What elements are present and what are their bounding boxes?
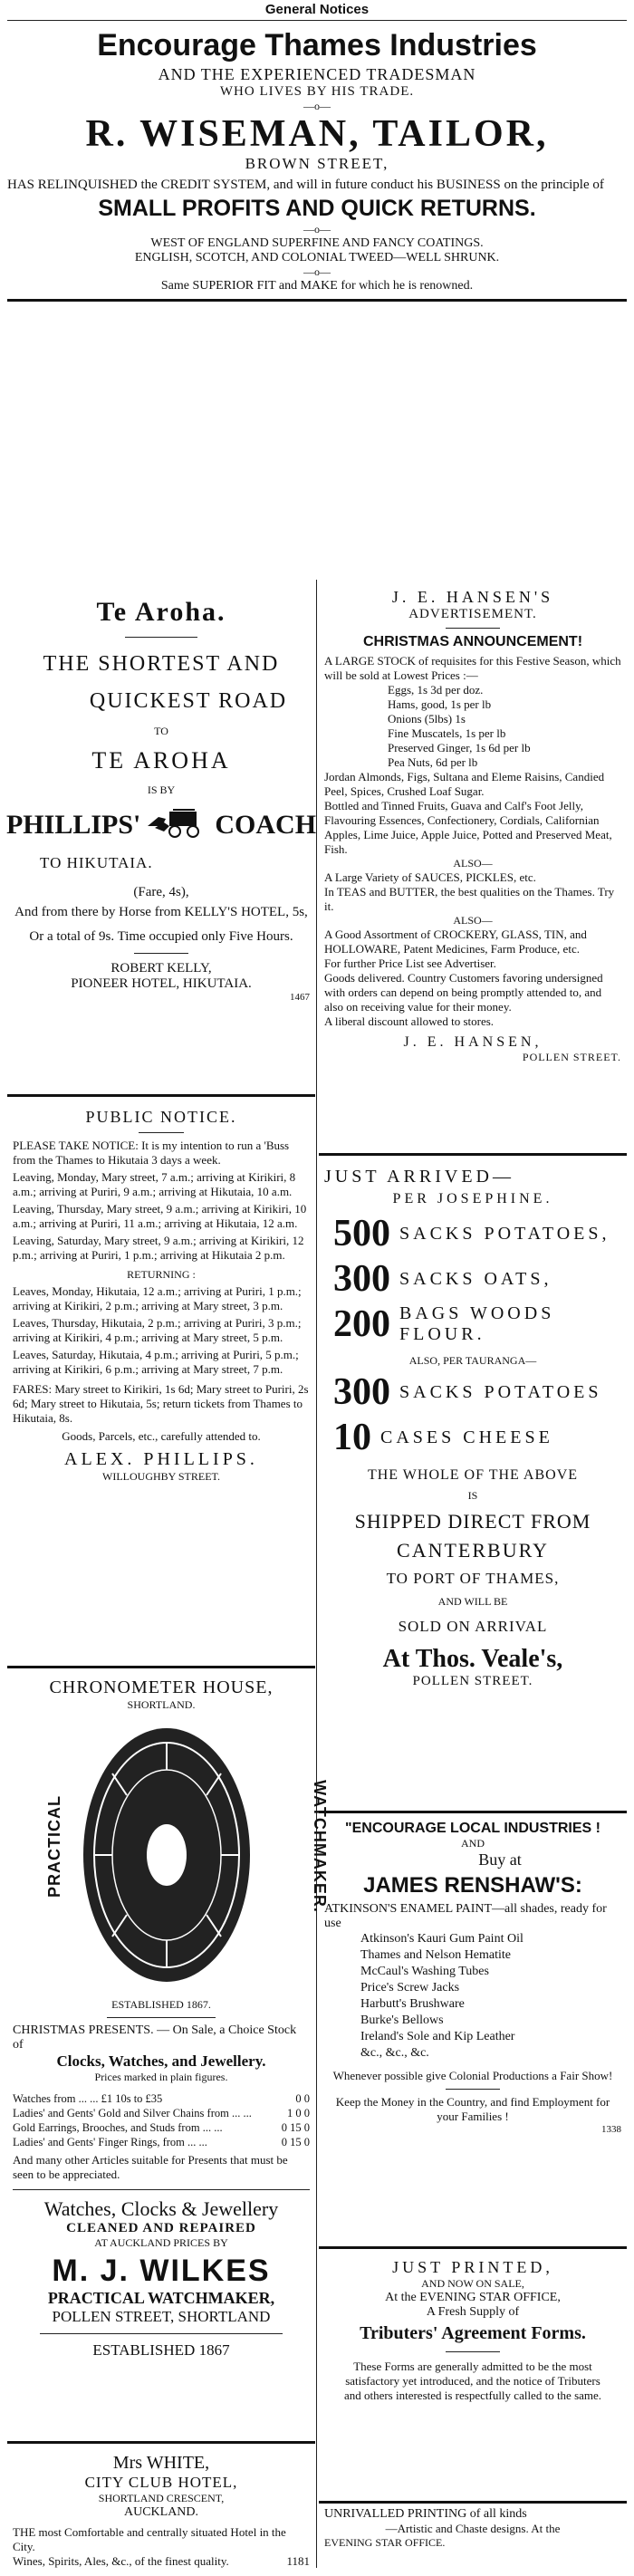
hansen-intro: A LARGE STOCK of requisites for this Festive Season, which will be sold at Lowest Prices :— — [324, 654, 621, 682]
veale-cargo-list — [324, 1213, 621, 1345]
chrono-auckland: AT AUCKLAND PRICES BY — [94, 2236, 228, 2249]
notice-return-2: Leaves, Thursday, Hikutaia, 2 p.m.; arriving at Puriri, 3 p.m.; arriving at Kirikiri, 4 p.m.; arriving at Mary street, 5 p.m. — [13, 1316, 302, 1344]
hansen-sauces: A Large Variety of SAUCES, PICKLES, etc. — [324, 870, 536, 884]
price-item-name: Ladies' and Gents' Gold and Silver Chains from ... ... — [13, 2107, 252, 2119]
hansen-ad — [319, 584, 627, 1153]
wiseman-sub1: AND THE EXPERIENCED TRADESMAN — [158, 65, 476, 83]
unrivalled-line1: UNRIVALLED PRINTING of all kinds — [324, 2507, 527, 2521]
cargo-description: SACKS POTATOES — [399, 1381, 602, 1402]
notice-signer: ALEX. PHILLIPS. — [64, 1449, 258, 1469]
hansen-crockery: A Good Assortment of CROCKERY, GLASS, TIN, and HOLLOWARE, Patent Medicines, Farm Produce, etc. — [324, 928, 587, 956]
list-item: McCaul's Washing Tubes — [360, 1965, 489, 1978]
wiseman-slogan: SMALL PROFITS AND QUICK RETURNS. — [98, 196, 536, 221]
section-header — [0, 2, 634, 21]
white-hotel: CITY CLUB HOTEL, — [84, 2474, 238, 2491]
notice-intro: PLEASE TAKE NOTICE: It is my intention to run a 'Buss from the Thames to Hikutaia 3 days a week. — [13, 1139, 290, 1167]
notice-leaving-2: Leaving, Thursday, Mary street, 9 a.m.; arriving at Kirikiri, 10 a.m.; arriving at Puriri, 11 a.m.; arriving at Hikutaia, 12 a.m. — [13, 1202, 307, 1230]
chrono-more: And many other Articles suitable for Presents that must be seen to be appreciated. — [13, 2153, 288, 2181]
aroha-fare: (Fare, 4s), — [133, 885, 189, 899]
notice-title: PUBLIC NOTICE. — [85, 1108, 237, 1126]
left-column — [5, 584, 329, 2572]
price-item-value: 1 0 0 — [287, 2107, 310, 2119]
phillips-label: PHILLIPS' — [5, 809, 141, 840]
coach-label: COACH — [215, 809, 317, 840]
cargo-quantity: 300 — [333, 1371, 390, 1413]
renshaw-code: 1338 — [601, 2124, 621, 2135]
veale-port: TO PORT OF THAMES, — [386, 1570, 560, 1587]
list-item — [333, 1213, 621, 1254]
renshaw-buy: Buy at — [478, 1850, 522, 1869]
list-item: Onions (5lbs) 1s — [388, 712, 466, 726]
renshaw-name: JAMES RENSHAW'S: — [363, 1873, 582, 1898]
veale-street: POLLEN STREET. — [412, 1674, 533, 1688]
hansen-price-list — [324, 683, 621, 770]
ornament: —o— — [303, 100, 331, 112]
aroha-l2: QUICKEST ROAD — [89, 689, 288, 713]
list-item: &c., &c., &c. — [360, 2046, 429, 2060]
chrono-est: ESTABLISHED 1867. — [111, 1998, 211, 2011]
aroha-title: Te Aroha. — [96, 597, 226, 627]
printed-body: These Forms are generally admitted to be the most satisfactory yet introduced, and the notice of Tributers and others interested is respectfully called to the same. — [343, 2360, 602, 2402]
notice-return-1: Leaves, Monday, Hikutaia, 12 a.m.; arriving at Puriri, 1 p.m.; arriving at Kirikiri, 2 p.m.; arriving at Mary street, 3 p.m. — [13, 1284, 302, 1312]
renshaw-keep: Keep the Money in the Country, and find Employment for your Families ! — [335, 2095, 610, 2123]
hansen-discount: A liberal discount allowed to stores. — [324, 1014, 495, 1028]
clock-face-icon — [76, 1719, 257, 1991]
wiseman-line2: ENGLISH, SCOTCH, AND COLONIAL TWEED—WELL SHRUNK. — [134, 251, 500, 264]
price-item-value: 0 0 — [295, 2092, 310, 2105]
clock-row — [13, 1719, 329, 1991]
printed-office: At the EVENING STAR OFFICE, — [385, 2291, 561, 2304]
wiseman-sub2: WHO LIVES BY HIS TRADE. — [219, 84, 415, 99]
white-addr2: AUCKLAND. — [123, 2505, 199, 2519]
white-addr1: SHORTLAND CRESCENT, — [98, 2492, 225, 2504]
hansen-bottled: Bottled and Tinned Fruits, Guava and Calf's Foot Jelly, Flavouring Essences, Confectionery, Cordials, Californian Apples, Lime Juice, Apple Juice, Potted and Preserved Meat, Fish. — [324, 799, 612, 856]
aroha-total: Or a total of 9s. Time occupied only Five Hours. — [29, 929, 293, 944]
veale-per: PER JOSEPHINE. — [392, 1191, 553, 1206]
veale-at: At Thos. Veale's, — [382, 1645, 563, 1673]
list-item — [13, 2135, 310, 2149]
cargo-description: SACKS OATS, — [399, 1268, 552, 1289]
ornament: —o— — [303, 265, 331, 278]
section-title: General Notices — [264, 2, 370, 17]
unrivalled-line3: EVENING STAR OFFICE. — [324, 2536, 446, 2549]
price-item-name: Gold Earrings, Brooches, and Studs from ... ... — [13, 2121, 223, 2134]
hansen-pricelist: For further Price List see Advertiser. — [324, 956, 496, 970]
list-item: Hams, good, 1s per lb — [388, 697, 492, 711]
notice-leaving-3: Leaving, Saturday, Mary street, 9 a.m.; arriving at Kirikiri, 12 p.m.; arriving at Puriri, 1 p.m.; arriving at Hikutaia 2 p.m. — [13, 1234, 304, 1262]
renshaw-whenever: Whenever possible give Colonial Productions a Fair Show! — [332, 2069, 613, 2082]
ornament: —o— — [303, 223, 331, 235]
veale-canterbury: CANTERBURY — [397, 1539, 549, 1562]
chrono-stock: Clocks, Watches, and Jewellery. — [56, 2052, 266, 2070]
renshaw-head: "ENCOURAGE LOCAL INDUSTRIES ! — [345, 1821, 600, 1836]
list-item: Burke's Bellows — [360, 2014, 444, 2027]
printed-supply: A Fresh Supply of — [426, 2305, 520, 2319]
veale-also: ALSO, PER TAURANGA— — [408, 1354, 537, 1367]
list-item — [13, 2120, 310, 2135]
hansen-also-2: ALSO— — [453, 914, 493, 927]
column-divider — [316, 580, 317, 2568]
price-item-name: Watches from ... ... £1 10s to £35 — [13, 2092, 163, 2105]
chrono-side-left: PRACTICAL — [45, 1795, 63, 1898]
wilkes-name: M. J. WILKES — [52, 2254, 271, 2288]
veale-andwill: AND WILL BE — [437, 1595, 508, 1608]
list-item: Fine Muscatels, 1s per lb — [388, 726, 506, 740]
aroha-ad — [7, 584, 315, 1094]
list-item — [333, 1417, 621, 1458]
renshaw-ad — [319, 1813, 627, 2246]
wiseman-line3: Same SUPERIOR FIT and MAKE for which he is renowned. — [160, 279, 474, 293]
white-body: THE most Comfortable and centrally situated Hotel in the City. — [13, 2525, 286, 2553]
veale-ad — [319, 1156, 627, 1811]
renshaw-and: AND — [461, 1837, 485, 1850]
cargo-quantity: 300 — [333, 1258, 390, 1300]
list-item: Atkinson's Kauri Gum Paint Oil — [360, 1932, 524, 1946]
unrivalled-line2: —Artistic and Chaste designs. At the — [385, 2522, 561, 2535]
price-item-value: 0 15 0 — [281, 2136, 310, 2148]
chrono-title: CHRONOMETER HOUSE, — [49, 1677, 274, 1697]
aroha-horse: And from there by Horse from KELLY'S HOTEL, 5s, — [14, 905, 308, 919]
price-item-name: Ladies' and Gents' Finger Rings, from ... ... — [13, 2136, 207, 2148]
coach-icon — [146, 806, 209, 843]
aroha-code: 1467 — [290, 992, 310, 1003]
chrono-repair: CLEANED AND REPAIRED — [66, 2221, 256, 2235]
wilkes-street: POLLEN STREET, SHORTLAND — [52, 2308, 271, 2325]
list-item: Eggs, 1s 3d per doz. — [388, 683, 484, 697]
aroha-hikutaia: TO HIKUTAIA. — [40, 854, 153, 871]
white-ad — [7, 2444, 315, 2572]
notice-return-3: Leaves, Saturday, Hikutaia, 4 p.m.; arriving at Puriri, 5 p.m.; arriving at Kirikiri, 6 p.m.; arriving at Mary street, 7 p.m. — [13, 1348, 299, 1376]
printed-title: JUST PRINTED, — [392, 2258, 553, 2276]
notice-street: WILLOUGHBY STREET. — [102, 1470, 220, 1483]
notice-goods: Goods, Parcels, etc., carefully attended to. — [62, 1429, 261, 1443]
wiseman-body: HAS RELINQUISHED the CREDIT SYSTEM, and will in future conduct his BUSINESS on the principle of — [7, 178, 604, 192]
chrono-prices: Prices marked in plain figures. — [94, 2071, 228, 2083]
chrono-price-list — [13, 2091, 310, 2149]
unrivalled-ad — [319, 2504, 627, 2553]
list-item — [13, 2106, 310, 2120]
price-item-value: 0 15 0 — [281, 2121, 310, 2134]
veale-is: IS — [467, 1489, 478, 1502]
cargo-quantity: 200 — [333, 1303, 390, 1345]
chrono-side-right: WATCHMAKER. — [310, 1780, 329, 1913]
veale-sold: SOLD ON ARRIVAL — [398, 1618, 548, 1635]
wilkes-trade: PRACTICAL WATCHMAKER, — [47, 2289, 275, 2307]
list-item — [333, 1303, 621, 1345]
list-item: Harbutt's Brushware — [360, 1997, 465, 2011]
right-column — [319, 584, 627, 2553]
aroha-dest: TE AROHA — [91, 747, 231, 774]
wiseman-street: BROWN STREET, — [245, 155, 389, 172]
hansen-xmas: CHRISTMAS ANNOUNCEMENT! — [362, 634, 583, 649]
chrono-place: SHORTLAND. — [127, 1698, 196, 1711]
renshaw-intro: ATKINSON'S ENAMEL PAINT—all shades, ready for use — [324, 1902, 607, 1930]
cargo-quantity: 10 — [333, 1417, 371, 1458]
cargo-description: CASES CHEESE — [380, 1427, 553, 1447]
list-item — [13, 2091, 310, 2106]
list-item: Pea Nuts, 6d per lb — [388, 755, 478, 769]
wiseman-ad — [7, 27, 627, 302]
aroha-isby: IS BY — [147, 783, 176, 796]
white-bottom — [13, 2554, 310, 2569]
hansen-jordan: Jordan Almonds, Figs, Sultana and Eleme Raisins, Candied Peel, Spices, Crushed Loaf Sugar. — [324, 770, 605, 798]
aroha-signer: ROBERT KELLY, — [110, 961, 212, 976]
chrono-repair-head: Watches, Clocks & Jewellery — [43, 2197, 279, 2220]
cargo-description: BAGS WOODS FLOUR. — [399, 1303, 555, 1344]
notice-fares: FARES: Mary street to Kirikiri, 1s 6d; Mary street to Puriri, 2s 6d; Mary street to Hikutaia, 5s; return tickets from Thames to Hikutaia, 8s. — [13, 1382, 309, 1425]
list-item: Thames and Nelson Hematite — [360, 1948, 512, 1962]
list-item: Ireland's Sole and Kip Leather — [360, 2030, 515, 2043]
wilkes-est: ESTABLISHED 1867 — [92, 2341, 230, 2359]
list-item: Preserved Ginger, 1s 6d per lb — [388, 741, 531, 755]
hansen-goods: Goods delivered. Country Customers favoring undersigned with orders can depend on being promptly attended to, and also on receiving value for their money. — [324, 971, 603, 1014]
chrono-xmas: CHRISTMAS PRESENTS. — On Sale, a Choice Stock of — [13, 2023, 297, 2052]
printed-forms: Tributers' Agreement Forms. — [360, 2323, 586, 2343]
aroha-hotel: PIONEER HOTEL, HIKUTAIA. — [71, 976, 252, 991]
printed-ad — [319, 2249, 627, 2501]
cargo-quantity: 500 — [333, 1213, 390, 1254]
wiseman-line1: WEST OF ENGLAND SUPERFINE AND FANCY COATINGS. — [150, 236, 484, 250]
list-item — [333, 1258, 621, 1300]
veale-cargo-list-2 — [324, 1371, 621, 1458]
list-item — [333, 1371, 621, 1413]
veale-shipped: SHIPPED DIRECT FROM — [354, 1510, 591, 1533]
chronometer-ad — [7, 1668, 329, 2441]
white-name: Mrs WHITE, — [112, 2453, 210, 2473]
hansen-sub: ADVERTISEMENT. — [408, 607, 537, 621]
white-wines: Wines, Spirits, Ales, &c., of the finest quality. — [13, 2554, 229, 2568]
hansen-title: J. E. HANSEN'S — [391, 588, 554, 606]
hansen-signer: J. E. HANSEN, — [403, 1034, 543, 1050]
hansen-street: POLLEN STREET. — [522, 1051, 621, 1063]
coach-row — [5, 806, 317, 843]
veale-title: JUST ARRIVED— — [324, 1167, 514, 1187]
printed-sale: AND NOW ON SALE, — [421, 2277, 524, 2290]
hansen-also: ALSO— — [453, 857, 493, 870]
wiseman-headline: Encourage Thames Industries — [97, 28, 537, 62]
cargo-description: SACKS POTATOES, — [399, 1223, 610, 1244]
wiseman-name: R. WISEMAN, TAILOR, — [85, 113, 549, 155]
notice-leaving-1: Leaving, Monday, Mary street, 7 a.m.; arriving at Kirikiri, 8 a.m.; arriving at Puriri, 9 a.m.; arriving at Hikutaia, 10 a.m. — [13, 1170, 296, 1198]
veale-whole: THE WHOLE OF THE ABOVE — [367, 1467, 579, 1483]
list-item: Price's Screw Jacks — [360, 1981, 460, 1994]
aroha-to: TO — [154, 725, 168, 737]
notice-returning: RETURNING : — [127, 1268, 196, 1281]
aroha-l1: THE SHORTEST AND — [43, 652, 280, 676]
public-notice — [7, 1097, 315, 1666]
hansen-teas: In TEAS and BUTTER, the best qualities on the Thames. Try it. — [324, 885, 615, 913]
renshaw-item-list — [324, 1931, 621, 2062]
white-code: 1181 — [286, 2554, 310, 2568]
